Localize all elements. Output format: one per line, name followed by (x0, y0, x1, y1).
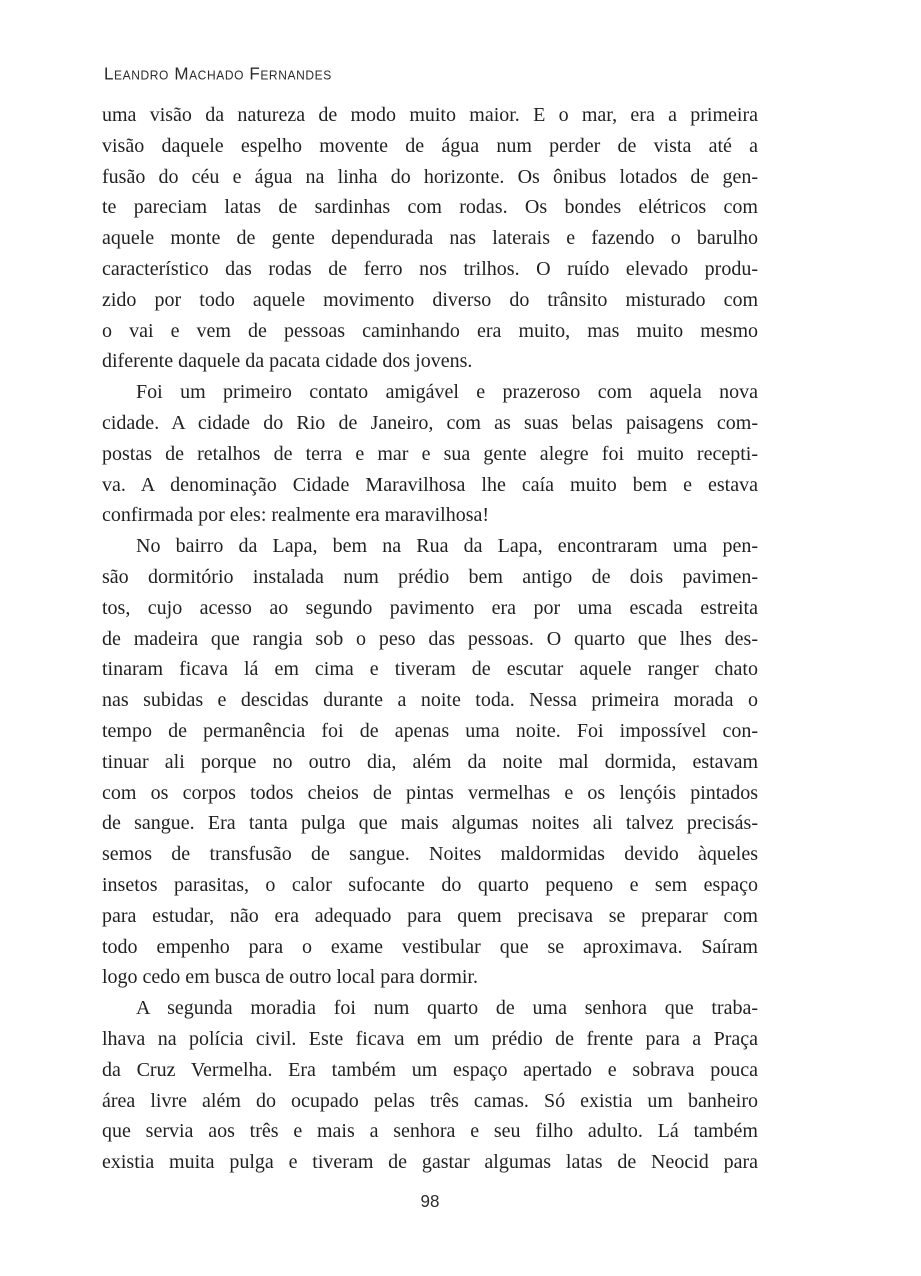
text-line: uma visão da natureza de modo muito maior. E o mar, era a primeira (102, 104, 758, 126)
text-line: lhava na polícia civil. Este ficava em um prédio de frente para a Praça (102, 1027, 758, 1050)
text-line: tempo de permanência foi de apenas uma noite. Foi impossível con- (102, 719, 758, 742)
body-text (102, 100, 758, 1178)
text-line: fusão do céu e água na linha do horizonte. Os ônibus lotados de gen- (102, 165, 758, 188)
text-line: da Cruz Vermelha. Era também um espaço apertado e sobrava pouca (102, 1058, 758, 1081)
paragraph (102, 993, 758, 1178)
running-header: Leandro Machado Fernandes (104, 64, 332, 84)
text-line: va. A denominação Cidade Maravilhosa lhe caía muito bem e estava (102, 473, 758, 496)
text-line: existia muita pulga e tiveram de gastar algumas latas de Neocid para (102, 1151, 758, 1174)
text-line: todo empenho para o exame vestibular que se aproximava. Saíram (102, 935, 758, 958)
text-line: de madeira que rangia sob o peso das pessoas. O quarto que lhes des- (102, 627, 758, 650)
paragraph (102, 531, 758, 993)
text-line: tinaram ficava lá em cima e tiveram de escutar aquele ranger chato (102, 658, 758, 681)
text-line: semos de transfusão de sangue. Noites maldormidas devido àqueles (102, 843, 758, 866)
text-line: o vai e vem de pessoas caminhando era muito, mas muito mesmo (102, 319, 758, 342)
page-number: 98 (420, 1191, 440, 1212)
text-line: postas de retalhos de terra e mar e sua gente alegre foi muito recepti- (102, 442, 758, 465)
text-line: cidade. A cidade do Rio de Janeiro, com as suas belas paisagens com- (102, 411, 758, 434)
text-line: característico das rodas de ferro nos trilhos. O ruído elevado produ- (102, 257, 758, 280)
text-line: te pareciam latas de sardinhas com rodas. Os bondes elétricos com (102, 196, 758, 219)
text-line: No bairro da Lapa, bem na Rua da Lapa, encontraram uma pen- (136, 535, 758, 558)
text-line: confirmada por eles: realmente era maravilhosa! (102, 504, 490, 527)
page-footer (102, 1192, 758, 1212)
text-line: área livre além do ocupado pelas três camas. Só existia um banheiro (102, 1089, 758, 1112)
text-line: visão daquele espelho movente de água num perder de vista até a (102, 134, 758, 157)
text-line: tos, cujo acesso ao segundo pavimento era por uma escada estreita (102, 596, 758, 619)
paragraph (102, 100, 758, 377)
text-line: de sangue. Era tanta pulga que mais algumas noites ali talvez precisás- (102, 812, 758, 835)
paragraph (102, 377, 758, 531)
text-line: são dormitório instalada num prédio bem antigo de dois pavimen- (102, 565, 758, 588)
text-line: aquele monte de gente dependurada nas laterais e fazendo o barulho (102, 227, 758, 250)
text-line: com os corpos todos cheios de pintas vermelhas e os lençóis pintados (102, 781, 758, 804)
text-line: tinuar ali porque no outro dia, além da noite mal dormida, estavam (102, 750, 758, 773)
text-line: Foi um primeiro contato amigável e prazeroso com aquela nova (136, 381, 758, 404)
text-line: nas subidas e descidas durante a noite toda. Nessa primeira morada o (102, 689, 758, 712)
text-line: insetos parasitas, o calor sufocante do quarto pequeno e sem espaço (102, 873, 758, 896)
text-line: diferente daquele da pacata cidade dos jovens. (102, 350, 473, 373)
text-line: A segunda moradia foi num quarto de uma senhora que traba- (136, 997, 758, 1020)
text-line: logo cedo em busca de outro local para dormir. (102, 966, 478, 989)
text-line: que servia aos três e mais a senhora e seu filho adulto. Lá também (102, 1120, 758, 1143)
text-line: zido por todo aquele movimento diverso do trânsito misturado com (102, 288, 758, 311)
text-line: para estudar, não era adequado para quem precisava se preparar com (102, 904, 758, 927)
